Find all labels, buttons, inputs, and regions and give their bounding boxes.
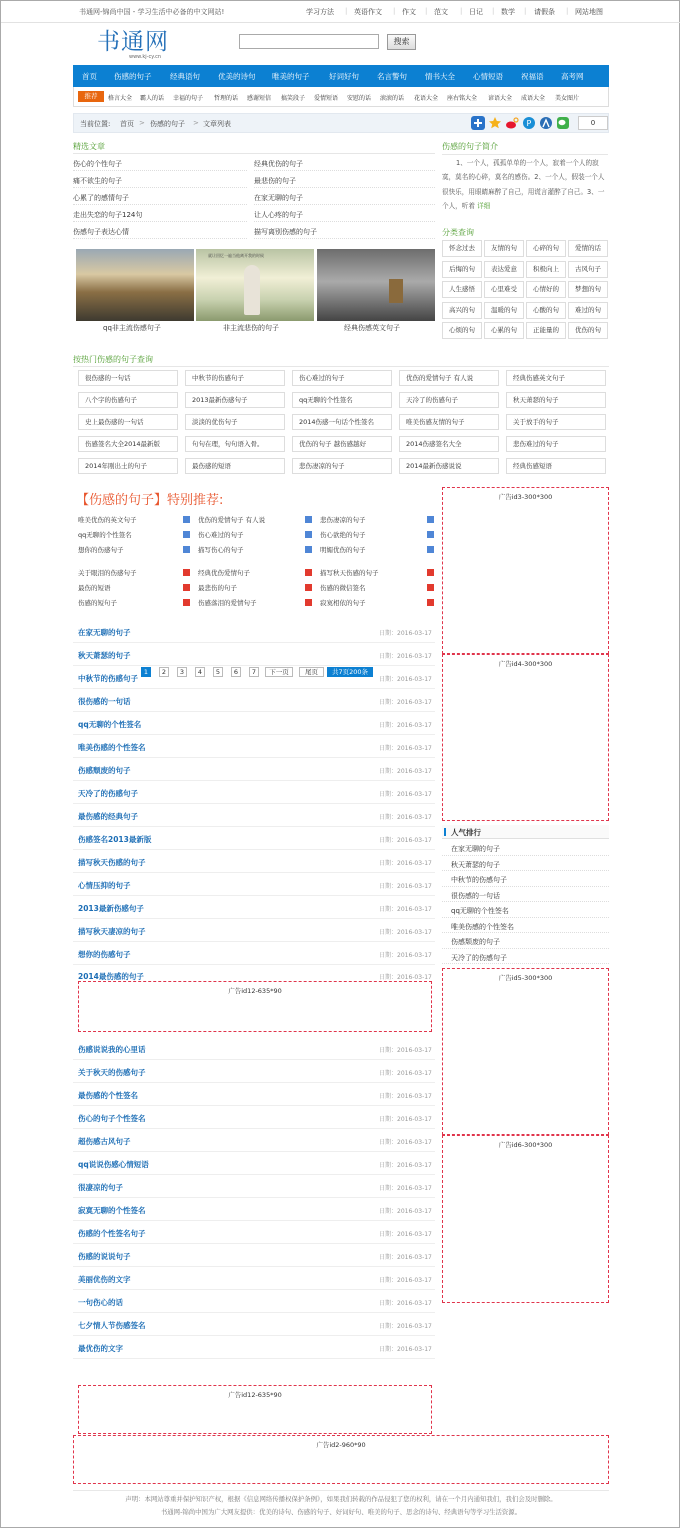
ranking-list	[442, 840, 609, 966]
article-date: 日期：2016-03-17	[379, 952, 432, 959]
article-row[interactable]	[73, 919, 435, 942]
featured-link[interactable]: 在家无聊的句子	[254, 194, 303, 202]
article-title[interactable]: 最伤感的经典句子	[78, 812, 138, 821]
article-date: 日期：2016-03-17	[379, 791, 432, 798]
ad-box-id4[interactable]: 广告id4-300*300	[442, 654, 609, 821]
hot-item[interactable]: 2013最新伤感句子	[185, 392, 285, 408]
top-link-sitemap[interactable]: 网站地图	[575, 8, 603, 16]
subnav-item[interactable]: 霸人的话	[140, 95, 165, 102]
intro-title: 伤感的句子简介	[442, 142, 498, 151]
wechat-icon[interactable]	[556, 116, 570, 130]
hot-item[interactable]: 2014伤感签名大全	[399, 436, 499, 452]
article-row[interactable]	[73, 1267, 435, 1290]
svg-text:P: P	[526, 119, 532, 128]
nav-item-poem[interactable]: 优美的诗句	[218, 72, 256, 81]
ranking-item[interactable]: 很伤感的一句话	[451, 891, 500, 900]
recommend-link[interactable]: 寂寞相依的句子	[320, 599, 366, 607]
subnav-item[interactable]: 搞笑段子	[281, 95, 306, 102]
top-link-essay[interactable]: 作文	[402, 8, 416, 16]
featured-link[interactable]: 伤心的个性句子	[73, 160, 122, 168]
hot-item[interactable]: 淡淡的优伤句子	[185, 414, 285, 430]
ranking-item[interactable]: 秋天萧瑟的句子	[451, 860, 500, 869]
article-row[interactable]	[73, 827, 435, 850]
category-item[interactable]: 心碎的句	[526, 240, 566, 257]
recommend-link[interactable]: 伤感的短句子	[78, 599, 117, 607]
article-date: 日期：2016-03-17	[379, 1277, 432, 1284]
page-4[interactable]: 4	[195, 667, 205, 677]
top-link-english[interactable]: 英语作文	[354, 8, 382, 16]
category-item[interactable]: 爱情的话	[568, 240, 608, 257]
hot-icon	[183, 584, 190, 591]
article-title[interactable]: 最优伤的文字	[78, 1344, 123, 1353]
article-date: 日期：2016-03-17	[379, 676, 432, 683]
hot-icon	[427, 584, 434, 591]
hot-item[interactable]: qq无聊的个性签名	[292, 392, 392, 408]
footer	[73, 1490, 609, 1526]
new-icon	[183, 516, 190, 523]
article-title[interactable]: qq说说伤感心情短语	[78, 1160, 149, 1169]
hot-item[interactable]: 伤心难过的句子	[292, 370, 392, 386]
category-item[interactable]: 高兴的句	[442, 302, 482, 319]
article-title[interactable]: 伤感的说说句子	[78, 1252, 131, 1261]
hot-item[interactable]: 经典伤感英文句子	[506, 370, 606, 386]
article-title[interactable]: 很伤感的一句话	[78, 697, 131, 706]
top-link-study[interactable]: 学习方法	[306, 8, 334, 16]
ad-box-id5[interactable]: 广告id5-300*300	[442, 968, 609, 1135]
article-title[interactable]: 伤感的个性签名句子	[78, 1229, 146, 1238]
recommend-link[interactable]: 经典优伤爱情句子	[198, 569, 250, 577]
hot-title: 按热门伤感的句子查询	[73, 355, 153, 364]
hot-item[interactable]: 关于放手的句子	[506, 414, 606, 430]
article-date: 日期：2016-03-17	[379, 722, 432, 729]
weibo-icon[interactable]	[505, 116, 519, 130]
featured-title: 精选文章	[73, 142, 105, 151]
share-count: 0	[578, 116, 608, 130]
article-title[interactable]: 一句伤心的话	[78, 1298, 123, 1307]
article-title[interactable]: 伤感颓废的句子	[78, 766, 131, 775]
article-row[interactable]	[73, 896, 435, 919]
photo-caption[interactable]: 非主流悲伤的句子	[223, 324, 279, 332]
ranking-item[interactable]: 天冷了的伤感句子	[451, 953, 507, 962]
page-total: 共7页200条	[327, 667, 373, 677]
next-page-button[interactable]: 下一页	[265, 667, 293, 677]
category-item[interactable]: 人生感悟	[442, 281, 482, 298]
recommend-heading-suffix: 特别推荐:	[167, 493, 224, 508]
recommend-link[interactable]: 最伤的短语	[78, 584, 111, 592]
article-date: 日期：2016-03-17	[379, 974, 432, 981]
article-row[interactable]	[73, 1290, 435, 1313]
category-grid	[442, 240, 608, 342]
featured-link[interactable]: 让人心疼的句子	[254, 211, 303, 219]
subnav-item[interactable]: 花语大全	[414, 95, 439, 102]
category-item[interactable]: 心累的句	[484, 322, 524, 339]
ranking-item[interactable]: qq无聊的个性签名	[451, 907, 509, 915]
ranking-item[interactable]: 中秋节的伤感句子	[451, 876, 507, 884]
new-icon	[305, 531, 312, 538]
article-row[interactable]	[73, 781, 435, 804]
featured-link[interactable]: 痛不欲生的句子	[73, 177, 122, 185]
article-title[interactable]: 伤感签名2013最新版	[78, 835, 152, 844]
photo-girl[interactable]	[196, 249, 314, 321]
article-title[interactable]: 天冷了的伤感句子	[78, 789, 138, 798]
article-title[interactable]: 伤心的句子个性签名	[78, 1114, 146, 1123]
logo-text: 书通网	[97, 29, 169, 55]
new-icon	[305, 546, 312, 553]
photo-caption[interactable]: 经典伤感英文句子	[344, 324, 400, 332]
subnav-item[interactable]: 美女图片	[555, 95, 580, 102]
article-row[interactable]	[73, 1129, 435, 1152]
ranking-item[interactable]: 唯美伤感的个性签名	[451, 922, 514, 931]
article-date: 日期：2016-03-17	[379, 1208, 432, 1215]
intro-text: 1、一个人，孤孤单单的一个人，寂着一个人的寂寞，莫名的心碎，莫名的感伤。2、一个人，假装一个人很快乐，用眼睛麻醉了自己，用谎言灌醉了自己。3、一个人，听着	[442, 159, 605, 211]
new-icon	[427, 516, 434, 523]
article-title[interactable]: 伤感说说我的心里话	[78, 1045, 146, 1054]
intro-box	[442, 154, 608, 214]
article-title[interactable]: 想你的伤感句子	[78, 950, 131, 959]
article-row[interactable]	[73, 620, 435, 643]
recommend-link[interactable]: 伤感的微信签名	[320, 584, 366, 592]
category-title: 分类查询	[442, 228, 474, 237]
ranking-item[interactable]: 在家无聊的句子	[451, 845, 500, 853]
category-item[interactable]: 心烦的句	[442, 322, 482, 339]
article-date: 日期：2016-03-17	[379, 1254, 432, 1261]
featured-link[interactable]: 心累了的感情句子	[73, 194, 129, 202]
new-icon	[427, 531, 434, 538]
article-row[interactable]	[73, 735, 435, 758]
top-link-diary[interactable]: 日记	[469, 8, 483, 16]
subnav-item[interactable]: 谚语大全	[488, 95, 513, 102]
category-item[interactable]: 后悔的句	[442, 261, 482, 278]
hot-icon	[427, 569, 434, 576]
page-6[interactable]: 6	[231, 667, 241, 677]
ad-box-id3[interactable]: 广告id3-300*300	[442, 487, 609, 654]
ranking-title: 人气排行	[451, 828, 481, 837]
hot-item[interactable]: 最伤感的短语	[185, 458, 285, 474]
article-title[interactable]: 描写秋天伤感的句子	[78, 858, 146, 867]
article-row[interactable]	[73, 1152, 435, 1175]
article-date: 日期：2016-03-17	[379, 1300, 432, 1307]
article-title[interactable]: 描写秋天凄凉的句子	[78, 927, 146, 936]
recommend-heading	[76, 489, 223, 508]
photo-caption[interactable]: qq非主流伤感句子	[103, 324, 161, 332]
article-date: 日期：2016-03-17	[379, 1162, 432, 1169]
category-item[interactable]: 古风句子	[568, 261, 608, 278]
recommend-link[interactable]: 优伤的爱情句子 有人说	[198, 516, 266, 524]
hot-icon	[183, 569, 190, 576]
search-input[interactable]	[239, 34, 379, 49]
article-title[interactable]: 心情压抑的句子	[78, 881, 131, 890]
category-item[interactable]: 心酸的句	[526, 302, 566, 319]
article-date: 日期：2016-03-17	[379, 1116, 432, 1123]
article-date: 日期：2016-03-17	[379, 1070, 432, 1077]
nav-item-home[interactable]: 首页	[82, 72, 97, 81]
subnav-item[interactable]: 成语大全	[521, 95, 546, 102]
article-title[interactable]: 2013最新伤感句子	[78, 904, 144, 913]
article-date: 日期：2016-03-17	[379, 1047, 432, 1054]
new-icon	[305, 516, 312, 523]
article-title[interactable]: 超伤感古风句子	[78, 1137, 131, 1146]
page-5[interactable]: 5	[213, 667, 223, 677]
article-date: 日期：2016-03-17	[379, 906, 432, 913]
recommend-link[interactable]: 伤心欲绝的句子	[320, 531, 366, 539]
article-row[interactable]	[73, 712, 435, 735]
article-title[interactable]: 美丽优伤的文字	[78, 1275, 131, 1284]
hot-grid	[73, 366, 609, 367]
nav-item-wishes[interactable]: 祝福语	[521, 72, 544, 81]
category-item[interactable]: 梦想的句	[568, 281, 608, 298]
recommend-link[interactable]: 唯美优伤的英文句子	[78, 516, 137, 524]
category-item[interactable]: 正能量的	[526, 322, 566, 339]
breadcrumb-category[interactable]: 伤感的句子	[150, 120, 185, 128]
recommend-list	[78, 515, 436, 611]
article-date: 日期：2016-03-17	[379, 1323, 432, 1330]
nav-item-sad[interactable]: 伤感的句子	[114, 72, 152, 81]
hot-item[interactable]: 2014年刚出土的句子	[78, 458, 178, 474]
featured-link[interactable]: 伤感句子表达心情	[73, 228, 129, 236]
subnav-item[interactable]: 爱情短语	[314, 95, 339, 102]
hot-item[interactable]: 优伤的爱情句子 有人说	[399, 370, 499, 386]
article-title[interactable]: 最伤感的个性签名	[78, 1091, 138, 1100]
page-2[interactable]: 2	[159, 667, 169, 677]
featured-link[interactable]: 走出失恋的句子124句	[73, 211, 143, 219]
recommend-heading-prefix: 【伤感的句子】	[76, 493, 168, 508]
renren-icon[interactable]	[539, 116, 553, 130]
featured-link[interactable]: 最悲伤的句子	[254, 177, 296, 185]
article-date: 日期：2016-03-17	[379, 883, 432, 890]
ranking-header	[442, 825, 609, 839]
subnav-item[interactable]: 幸福的句子	[173, 95, 204, 102]
hot-grid-items	[78, 370, 608, 476]
featured-list	[73, 153, 435, 236]
top-link-leave[interactable]: 请假条	[534, 8, 555, 16]
page-3[interactable]: 3	[177, 667, 187, 677]
photo-rain[interactable]	[317, 249, 435, 321]
hot-icon	[427, 599, 434, 606]
article-row[interactable]	[73, 1060, 435, 1083]
featured-link[interactable]: 描写离别伤感的句子	[254, 228, 317, 236]
breadcrumb-label: 当前位置:	[80, 120, 111, 128]
breadcrumb: 当前位置: 首页 > 伤感的句子 > 文章列表 P 0	[73, 113, 609, 133]
hot-item[interactable]: 伤感签名大全2014最新版	[78, 436, 178, 452]
hot-item[interactable]: 唯美伤感友情的句子	[399, 414, 499, 430]
article-title[interactable]: 很凄凉的句子	[78, 1183, 123, 1192]
article-date: 日期：2016-03-17	[379, 814, 432, 821]
hot-item[interactable]: 中秋节的伤感句子	[185, 370, 285, 386]
hot-item[interactable]: 悲伤凄凉的句子	[292, 458, 392, 474]
hot-item[interactable]: 优伤的句子 越伤感越好	[292, 436, 392, 452]
nav-item-beautiful[interactable]: 唯美的句子	[272, 72, 310, 81]
new-icon	[183, 546, 190, 553]
ad-box-id6[interactable]: 广告id6-300*300	[442, 1135, 609, 1303]
article-row[interactable]	[73, 1244, 435, 1267]
article-title[interactable]: 寂寞无聊的个性签名	[78, 1206, 146, 1215]
article-row[interactable]	[73, 643, 435, 666]
article-row[interactable]	[73, 1336, 435, 1359]
favorite-star-icon[interactable]	[488, 116, 502, 130]
search-button[interactable]: 搜索	[387, 34, 416, 50]
photo-overlay-text: 就让回忆一遍当他离开我的时候	[208, 253, 264, 258]
hot-item[interactable]: 句句在理，句句语入骨。	[185, 436, 285, 452]
category-item[interactable]: 心情好的	[526, 281, 566, 298]
photo-mountain[interactable]	[76, 249, 194, 321]
article-row[interactable]	[73, 689, 435, 712]
ad-banner-id2[interactable]: 广告id2-960*90	[73, 1435, 609, 1484]
ad-banner-id12[interactable]: 广告id12-635*90	[78, 981, 432, 1032]
category-item[interactable]: 心里难受	[484, 281, 524, 298]
nav-item-quotes[interactable]: 名言警句	[377, 72, 407, 81]
recommend-link[interactable]: 描写秋天伤感的句子	[320, 569, 379, 577]
article-row[interactable]	[73, 873, 435, 896]
page-7[interactable]: 7	[249, 667, 259, 677]
page-1[interactable]: 1	[141, 667, 151, 677]
ad-banner-id12[interactable]: 广告id12-635*90	[78, 1385, 432, 1434]
article-date: 日期：2016-03-17	[379, 1346, 432, 1353]
category-item[interactable]: 怀念过去	[442, 240, 482, 257]
nav-item-exam[interactable]: 高考网	[561, 72, 584, 81]
recommend-link[interactable]: 明媚优伤的句子	[320, 546, 366, 554]
nav-item-mood[interactable]: 心情短语	[473, 72, 503, 81]
article-title[interactable]: 秋天萧瑟的句子	[78, 651, 131, 660]
category-item[interactable]: 友情的句	[484, 240, 524, 257]
intro-more-link[interactable]: 详细	[477, 202, 491, 211]
hot-item[interactable]: 经典伤感短语	[506, 458, 606, 474]
article-date: 日期：2016-03-17	[379, 837, 432, 844]
recommend-link[interactable]: 想你的伤感句子	[78, 546, 124, 554]
breadcrumb-home[interactable]: 首页	[120, 120, 134, 128]
article-row[interactable]	[73, 1313, 435, 1336]
article-date: 日期：2016-03-17	[379, 653, 432, 660]
article-date: 日期：2016-03-17	[379, 1093, 432, 1100]
ranking-item[interactable]: 伤感颓废的句子	[451, 938, 500, 946]
article-date: 日期：2016-03-17	[379, 630, 432, 637]
recommend-link[interactable]: 描写伤心的句子	[198, 546, 244, 554]
article-row[interactable]	[73, 1037, 435, 1060]
article-date: 日期：2016-03-17	[379, 1185, 432, 1192]
site-logo[interactable]	[97, 23, 197, 63]
logo-domain: www.kj-cy.cn	[129, 54, 161, 60]
article-title[interactable]: 关于秋天的伤感句子	[78, 1068, 146, 1077]
article-date: 日期：2016-03-17	[379, 699, 432, 706]
hot-item[interactable]: 2014最新伤感说说	[399, 458, 499, 474]
hot-item[interactable]: 悲伤难过的句子	[506, 436, 606, 452]
article-title[interactable]: qq无聊的个性签名	[78, 720, 142, 729]
recommend-link[interactable]: 最悲伤的句子	[198, 584, 237, 592]
article-date: 日期：2016-03-17	[379, 1139, 432, 1146]
category-item[interactable]: 积极向上	[526, 261, 566, 278]
hot-item[interactable]: 秋天萧瑟的句子	[506, 392, 606, 408]
footer-disclaimer: 声明：本网站尊重并保护知识产权，根据《信息网络传播权保护条例》，如果我们转载的作品侵犯了您的权利，请在一个月内通知我们，我们会及时删除。	[125, 1495, 557, 1503]
category-item[interactable]: 难过的句	[568, 302, 608, 319]
footer-links: 书通网-锦尚中国为广大网友提供：优美的诗句、伤感的句子、好词好句、唯美的句子、思念的诗句、经典语句等学习生活资源。	[160, 1508, 522, 1516]
hot-item[interactable]: 2014伤感一句话个性签名	[292, 414, 392, 430]
main-nav	[73, 65, 609, 87]
last-page-button[interactable]: 尾页	[299, 667, 324, 677]
hot-icon	[183, 599, 190, 606]
recommend-bar	[73, 87, 609, 107]
breadcrumb-current: 文章列表	[203, 120, 231, 128]
article-row[interactable]	[73, 1106, 435, 1129]
recommend-link[interactable]: 伤感落泪的爱情句子	[198, 599, 257, 607]
recommend-link[interactable]: 伤心难过的句子	[198, 531, 244, 539]
subnav-item[interactable]: 座右铭大全	[447, 95, 478, 102]
share-plus-icon[interactable]	[471, 116, 485, 130]
new-icon	[183, 531, 190, 538]
hot-item[interactable]: 天冷了的伤感句子	[399, 392, 499, 408]
article-date: 日期：2016-03-17	[379, 860, 432, 867]
article-row[interactable]	[73, 1221, 435, 1244]
article-title[interactable]: 七夕情人节伤感签名	[78, 1321, 146, 1330]
nav-item-words[interactable]: 好词好句	[329, 72, 359, 81]
hot-icon	[305, 569, 312, 576]
subnav-item[interactable]: 安慰的话	[347, 95, 372, 102]
hot-item[interactable]: 八个字的伤感句子	[78, 392, 178, 408]
hot-icon	[305, 584, 312, 591]
category-item[interactable]: 温暖的句	[484, 302, 524, 319]
article-date: 日期：2016-03-17	[379, 768, 432, 775]
article-row[interactable]	[73, 1175, 435, 1198]
subnav-item[interactable]: 哲理的话	[214, 95, 239, 102]
featured-link[interactable]: 经典优伤的句子	[254, 160, 303, 168]
recommend-link[interactable]: 悲伤凄凉的句子	[320, 516, 366, 524]
new-icon	[427, 546, 434, 553]
subnav-item[interactable]: 滚滚的话	[380, 95, 405, 102]
article-row[interactable]	[73, 1198, 435, 1221]
top-link-sample[interactable]: 范文	[434, 8, 448, 16]
top-link-math[interactable]: 数学	[501, 8, 515, 16]
hot-item[interactable]: 史上最伤感的一句话	[78, 414, 178, 430]
category-item[interactable]: 优伤的句	[568, 322, 608, 339]
recommend-tag: 推荐	[78, 91, 104, 102]
article-row[interactable]	[73, 1083, 435, 1106]
nav-item-letters[interactable]: 情书大全	[425, 72, 455, 81]
hot-icon	[305, 599, 312, 606]
article-row[interactable]	[73, 850, 435, 873]
nav-item-classic[interactable]: 经典语句	[170, 72, 200, 81]
category-item[interactable]: 表达爱意	[484, 261, 524, 278]
article-title[interactable]: 唯美伤感的个性签名	[78, 743, 146, 752]
subnav-item[interactable]: 格言大全	[108, 95, 133, 102]
article-title[interactable]: 2014最伤感的句子	[78, 972, 144, 981]
article-date: 日期：2016-03-17	[379, 1231, 432, 1238]
article-date: 日期：2016-03-17	[379, 745, 432, 752]
hot-item[interactable]: 很伤感的一句话	[78, 370, 178, 386]
subnav-item[interactable]: 感谢短信	[247, 95, 272, 102]
article-title[interactable]: 中秋节的伤感句子	[78, 674, 138, 683]
recommend-link[interactable]: 关于眼泪的伤感句子	[78, 569, 137, 577]
top-bar: 书通网-锦尚中国 - 学习生活中必备的中文网站! 学习方法 英语作文 作文 范文 日记 数学 请假条 网站地图 | | | | | | |	[1, 1, 680, 23]
pinterest-icon[interactable]	[522, 116, 536, 130]
article-date: 日期：2016-03-17	[379, 929, 432, 936]
article-title[interactable]: 在家无聊的句子	[78, 628, 131, 637]
recommend-link[interactable]: qq无聊的个性签名	[78, 531, 132, 539]
site-slogan: 书通网-锦尚中国 - 学习生活中必备的中文网站!	[79, 8, 225, 16]
article-row[interactable]	[73, 804, 435, 827]
article-row[interactable]	[73, 942, 435, 965]
article-row[interactable]	[73, 758, 435, 781]
